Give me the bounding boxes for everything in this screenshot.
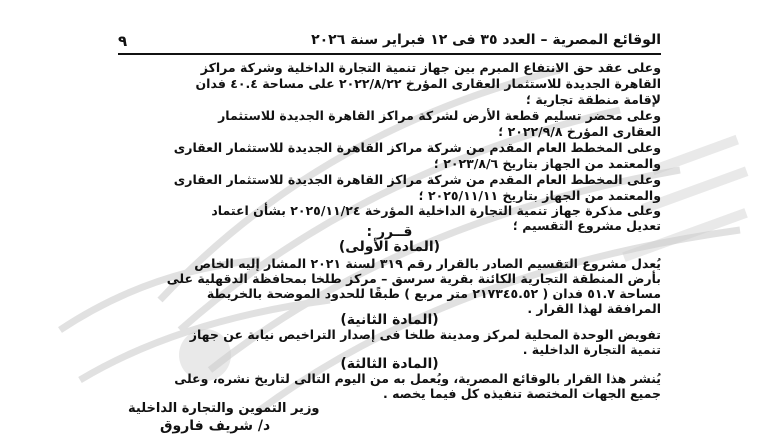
preamble-line: وعلى المخطط العام المقدم من شركة مراكز القاهرة الجديدة للاستثمار العقارى	[173, 140, 661, 155]
preamble-line: تعديل مشروع التقسيم ؛	[512, 218, 661, 233]
preamble-line: العقارى المؤرخ ٢٠٢٢/٩/٨ ؛	[498, 124, 661, 139]
preamble-line: وعلى المخطط العام المقدم من شركة مراكز القاهرة الجديدة للاستثمار العقارى	[173, 172, 661, 187]
article-2-line: تنمية التجارة الداخلية .	[522, 342, 661, 357]
preamble-line: وعلى مذكرة جهاز تنمية التجارة الداخلية المؤرخة ٢٠٢٥/١١/٢٤ بشأن اعتماد	[211, 203, 661, 218]
article-1-line: المرافقة لهذا القرار .	[527, 301, 661, 316]
preamble-line: القاهرة الجديدة للاستثمار العقارى المؤرخ ٢٠٢٢/٨/٢٢ على مساحة ٤٠.٤ فدان	[195, 76, 661, 91]
header-divider	[118, 53, 661, 55]
signature-name: د/ شريف فاروق	[160, 418, 271, 434]
article-1-heading: (المادة الأولى)	[338, 239, 441, 255]
article-3-line: يُنشر هذا القرار بالوقائع المصرية، ويُعمل به من اليوم التالى لتاريخ نشره، وعلى	[174, 371, 661, 386]
article-1-line: مساحة ٥١.٧ فدان ( ٢١٧٣٤٥.٥٢ متر مربع ) طبقًا للحدود الموضحة بالخريطة	[206, 286, 661, 301]
article-1-line: يُعدل مشروع التقسيم الصادر بالقرار رقم ٣١٩ لسنة ٢٠٢١ المشار إليه الخاص	[194, 256, 661, 271]
article-3-line: جميع الجهات المختصة تنفيذه كل فيما يخصه .	[383, 386, 661, 401]
preamble-line: لإقامة منطقة تجارية ؛	[525, 92, 661, 107]
page-number: ٩	[118, 32, 128, 50]
preamble-line: والمعتمد من الجهاز بتاريخ ٢٠٢٣/٨/٦ ؛	[433, 156, 661, 171]
running-title: الوقائع المصرية – العدد ٣٥ فى ١٢ فبراير سنة ٢٠٢٦	[311, 32, 661, 48]
signature-title: وزير التموين والتجارة الداخلية	[128, 401, 320, 416]
page-header	[118, 32, 661, 52]
article-1-line: بأرض المنطقة التجارية الكائنة بقرية سرسق – مركز طلخا بمحافظة الدقهلية على	[166, 271, 661, 286]
article-2-line: تفويض الوحدة المحلية لمركز ومدينة طلخا فى إصدار التراخيص نيابة عن جهاز	[189, 327, 661, 342]
article-3-heading: (المادة الثالثة)	[340, 356, 439, 372]
preamble-line: وعلى عقد حق الانتفاع المبرم بين جهاز تنمية التجارة الداخلية وشركة مراكز	[200, 60, 661, 75]
decision-heading: قــرر :	[366, 224, 413, 240]
preamble-line: وعلى محضر تسليم قطعة الأرض لشركة مراكز القاهرة الجديدة للاستثمار	[218, 108, 661, 123]
preamble-line: والمعتمد من الجهاز بتاريخ ٢٠٢٥/١١/١١ ؛	[418, 188, 661, 203]
article-2-heading: (المادة الثانية)	[340, 312, 439, 328]
